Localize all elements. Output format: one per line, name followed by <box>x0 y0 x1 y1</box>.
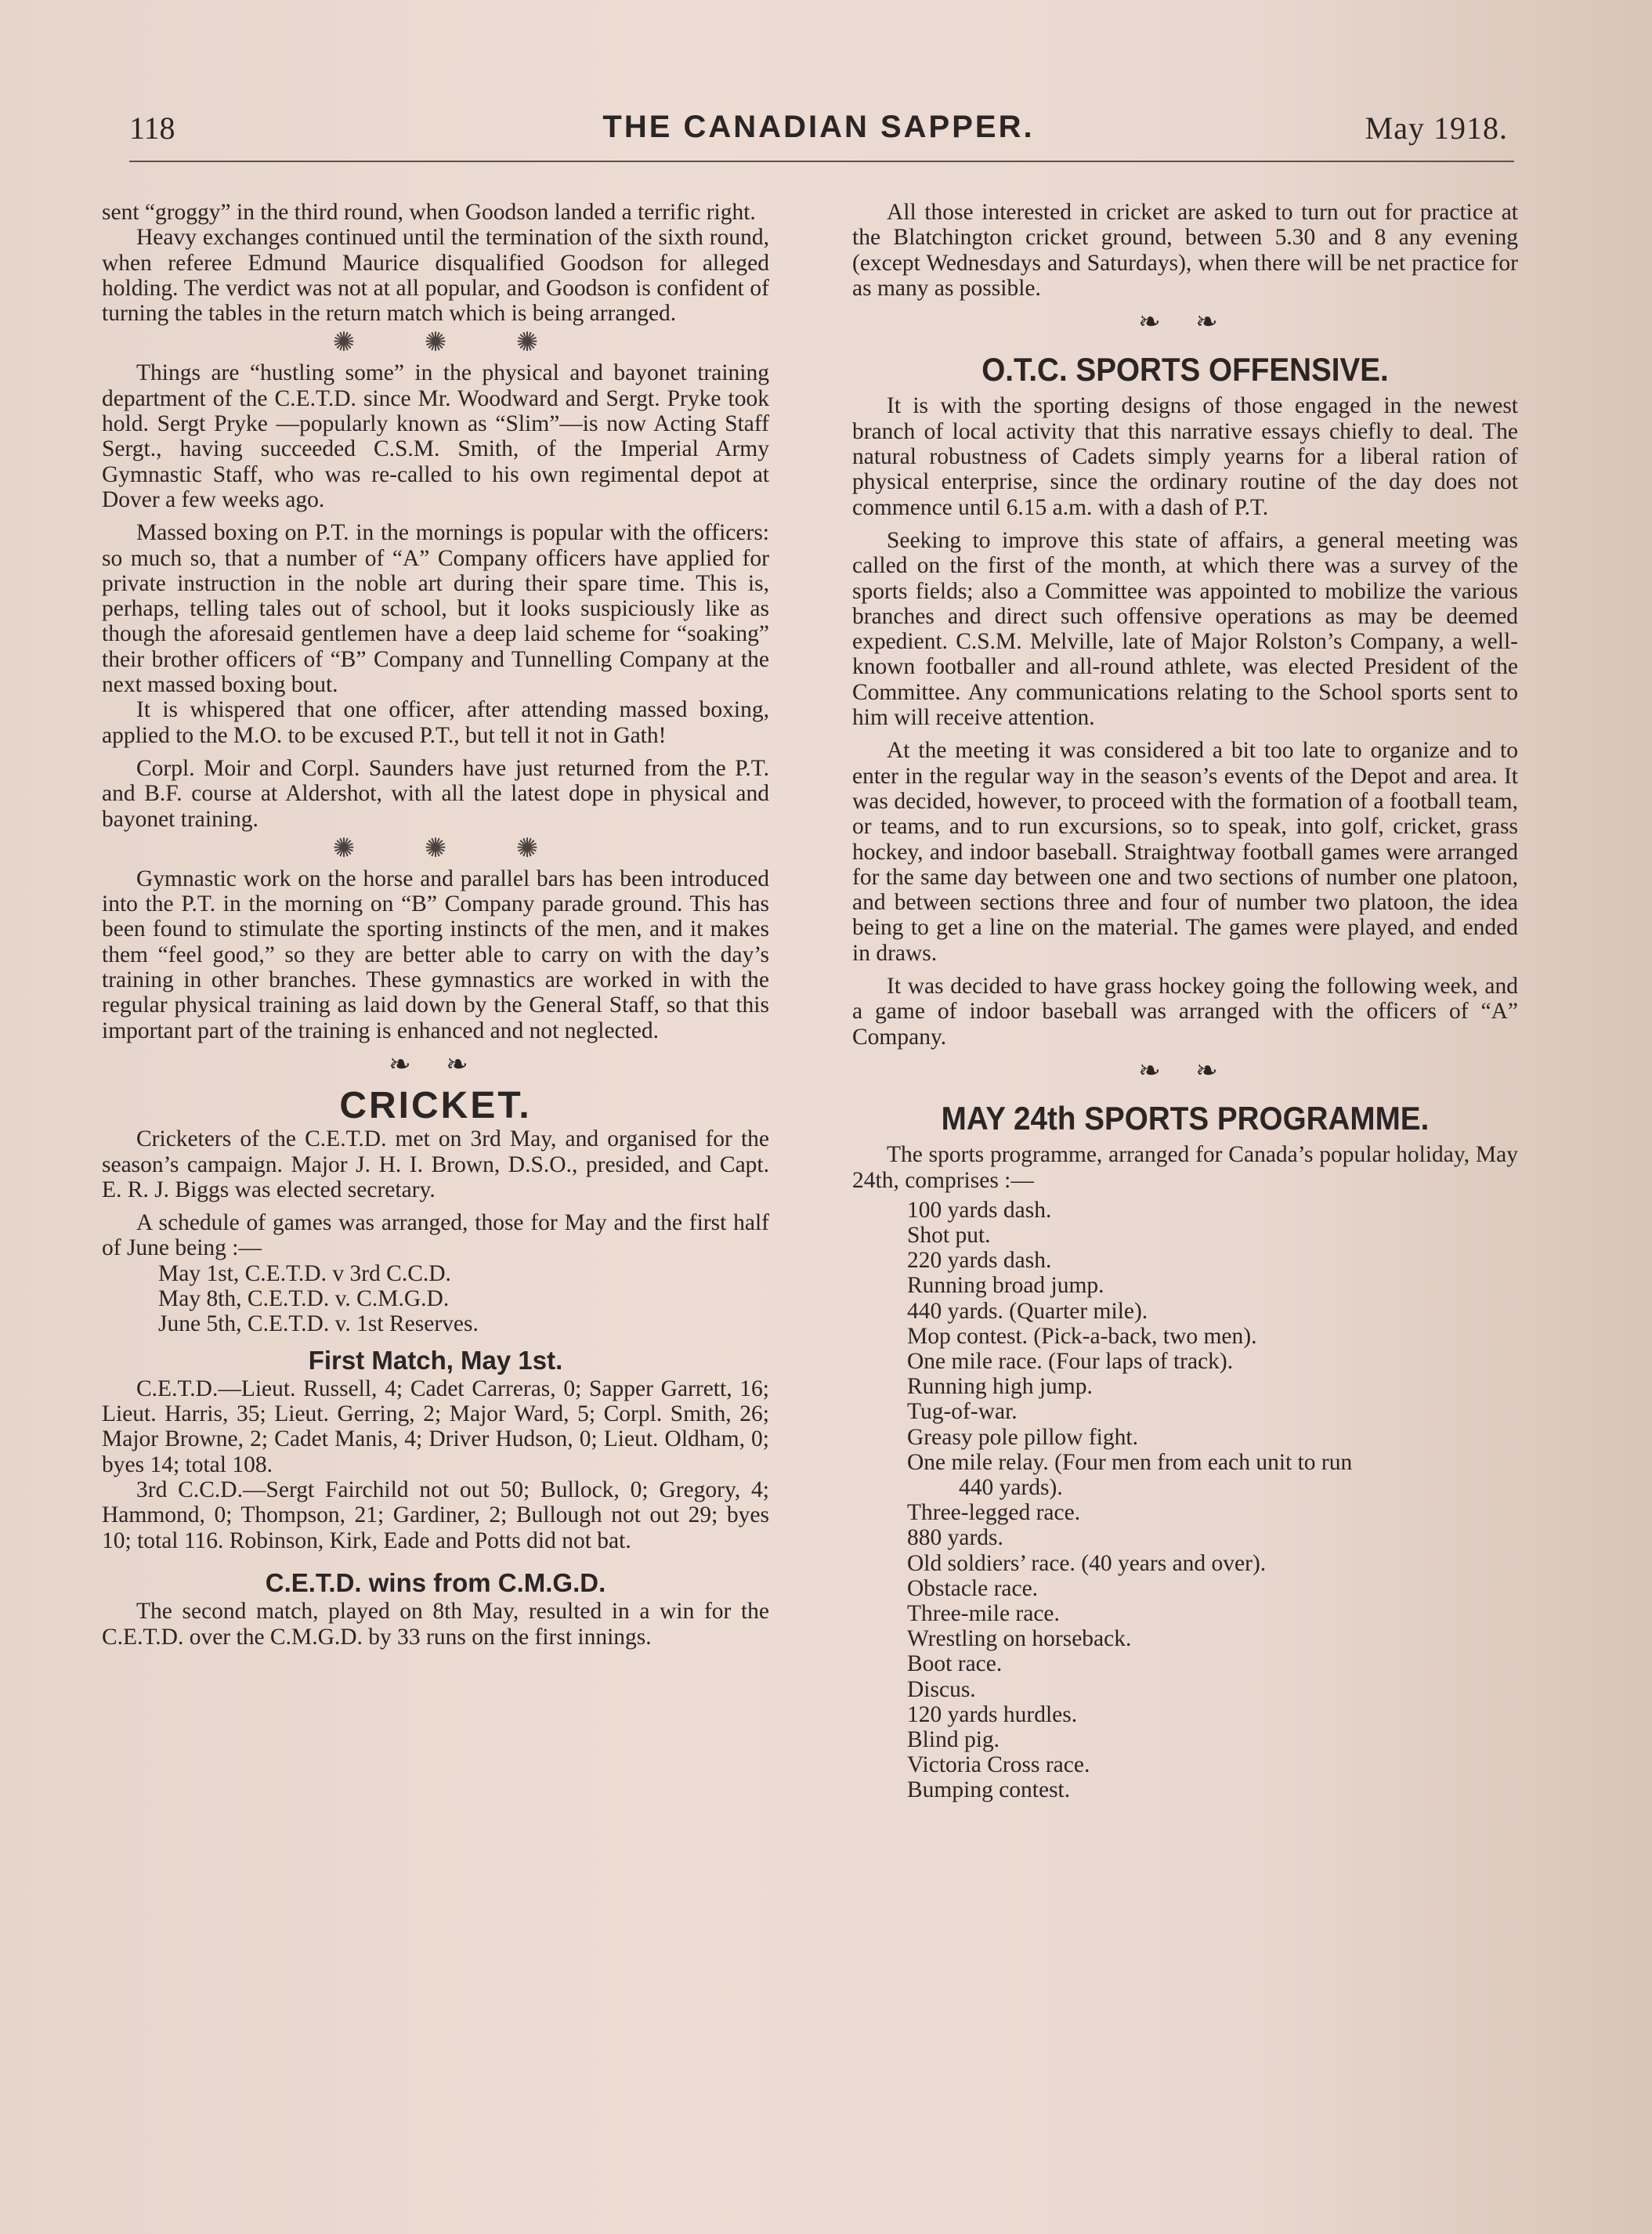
paragraph-corpl-moir: Corpl. Moir and Corpl. Saunders have just returned from the P.T. and B.F. course at Aldershot, with all the latest dope in physical and bayonet training. <box>102 755 769 832</box>
page-number: 118 <box>129 110 175 146</box>
programme-item: 440 yards. (Quarter mile). <box>907 1298 1148 1324</box>
fixtures-list <box>102 1261 769 1337</box>
programme-item: Old soldiers’ race. (40 years and over). <box>907 1550 1267 1576</box>
programme-heading: MAY 24th SPORTS PROGRAMME. <box>941 1099 1430 1137</box>
programme-item: Running high jump. <box>907 1374 1093 1400</box>
header-rule <box>129 161 1514 162</box>
paragraph-cetd-scores: C.E.T.D.—Lieut. Russell, 4; Cadet Carreras, 0; Sapper Garrett, 16; Lieut. Harris, 35; Lieut. Gerring, 2; Major Ward, 5; Corpl. Smith, 26; Major Browne, 2; Cadet Manis, 4; Driver Hudson, 0; Lieut. Oldham, 0; byes 14; total 108. <box>102 1375 769 1477</box>
programme-item: Victoria Cross race. <box>907 1752 1090 1778</box>
issue-date: May 1918. <box>1365 110 1508 146</box>
programme-item: Running broad jump. <box>907 1273 1104 1299</box>
programme-item: Discus. <box>907 1676 976 1702</box>
programme-list <box>852 1198 1518 1803</box>
paragraph-schedule: A schedule of games was arranged, those for May and the first half of June being :— <box>102 1210 769 1261</box>
paragraph-massed-boxing: Massed boxing on P.T. in the mornings is popular with the officers: so much so, that a number of “A” Company officers have applied for private instruction in the noble art during their spare time. This is, perhaps, telling tales out of school, but it looks suspiciously like as though the aforesaid gentlemen have a deep laid scheme for “soaking” their brother officers of “B” Company and Tunnelling Company at the next massed boxing bout. <box>102 520 769 698</box>
programme-item: 220 yards dash. <box>907 1248 1052 1274</box>
paragraph-cricket-practice: All those interested in cricket are asked to turn out for practice at the Blatchington cricket ground, between 5.30 and 8 any evening (except Wednesdays and Saturdays), when there will be net practice for as many as possible. <box>852 200 1518 301</box>
paragraph-gymnastic-work: Gymnastic work on the horse and parallel bars has been introduced into the P.T. in the morning on “B” Company parade ground. This has been found to stimulate the sporting instincts of the men, and it makes them “feel good,” so they are better able to carry on with the day’s training in other branches. These gymnastics are worked in with the regular physical training as laid down by the General Staff, so that this important part of the training is enhanced and not neglected. <box>102 866 769 1043</box>
cricket-heading: CRICKET. <box>339 1084 532 1126</box>
star-divider: ✺ ✺ ✺ <box>332 833 570 863</box>
fixture-item: May 8th, C.E.T.D. v. C.M.G.D. <box>158 1285 450 1311</box>
leaf-ornament-divider: ❧ ❧ <box>1138 308 1232 338</box>
paragraph-sporting-designs: It is with the sporting designs of those engaged in the newest branch of local activity that this narrative essays chiefly to deal. The natural robustness of Cadets simply yearns for a liberal ration of physical enterprise, since the ordinary routine of the day does not commence until 6.15 a.m. with a dash of P.T. <box>852 393 1518 520</box>
programme-item: Greasy pole pillow fight. <box>907 1424 1138 1450</box>
star-divider: ✺ ✺ ✺ <box>332 328 570 358</box>
paragraph-second-match: The second match, played on 8th May, resulted in a win for the C.E.T.D. over the C.M.G.D. by 33 runs on the first innings. <box>102 1599 769 1650</box>
programme-item: Boot race. <box>907 1651 1003 1677</box>
paragraph-hustling: Things are “hustling some” in the physical and bayonet training department of the C.E.T.D. since Mr. Woodward and Sergt. Pryke took hold. Sergt Pryke —popularly known as “Slim”—is now Acting Staff Sergt., having succeeded C.S.M. Smith, of the Imperial Army Gymnastic Staff, who was re-called to his own regimental depot at Dover a few weeks ago. <box>102 360 769 512</box>
programme-item: One mile race. (Four laps of track). <box>907 1349 1234 1375</box>
magazine-title: THE CANADIAN SAPPER. <box>602 110 1035 144</box>
paragraph-grass-hockey: It was decided to have grass hockey going the following week, and a game of indoor baseball was arranged with the officers of “A” Company. <box>852 974 1518 1050</box>
programme-item: Wrestling on horseback. <box>907 1626 1132 1652</box>
paragraph-programme-intro: The sports programme, arranged for Canada’s popular holiday, May 24th, comprises :— <box>852 1142 1518 1193</box>
programme-item: Mop contest. (Pick-a-back, two men). <box>907 1323 1257 1349</box>
programme-item: Shot put. <box>907 1223 991 1248</box>
paragraph-too-late: At the meeting it was considered a bit too late to organize and to enter in the regular way in the season’s events of the Depot and area. It was decided, however, to proceed with the formation of a football team, or teams, and to run excursions, so to speak, into golf, cricket, grass hockey, and indoor baseball. Straightway football games were arranged for the same day between one and two sections of number one platoon, and between sections three and four of number two platoon, the idea being to get a line on the material. The games were played, and ended in draws. <box>852 738 1518 966</box>
leaf-ornament-divider: ❧ ❧ <box>389 1050 483 1079</box>
left-column <box>102 200 769 1650</box>
paragraph-whispered: It is whispered that one officer, after attending massed boxing, applied to the M.O. to be excused P.T., but tell it not in Gath! <box>102 697 769 748</box>
otc-sports-heading: O.T.C. SPORTS OFFENSIVE. <box>981 351 1389 389</box>
paragraph-cricketers: Cricketers of the C.E.T.D. met on 3rd May, and organised for the season’s campaign. Major J. H. I. Brown, D.S.O., presided, and Capt. E. R. J. Biggs was elected secretary. <box>102 1126 769 1202</box>
programme-item: Three-legged race. <box>907 1500 1081 1526</box>
paragraph-general-meeting: Seeking to improve this state of affairs, a general meeting was called on the first of the month, at which there was a survey of the sports fields; also a Committee was appointed to mobilize the various branches and direct such offensive operations as may be deemed expedient. C.S.M. Melville, late of Major Rolston’s Company, a well-known footballer and all-round athlete, was elected President of the Committee. Any communications relating to the School sports sent to him will receive attention. <box>852 527 1518 731</box>
programme-item: Obstacle race. <box>907 1575 1039 1601</box>
page-header <box>129 110 1508 157</box>
paragraph-3rd-ccd-scores: 3rd C.C.D.—Sergt Fairchild not out 50; Bullock, 0; Gregory, 4; Hammond, 0; Thompson, 21; Gardiner, 2; Bullough not out 29; byes 10; total 116. Robinson, Kirk, Eade and Potts did not bat. <box>102 1477 769 1553</box>
first-match-heading: First Match, May 1st. <box>308 1345 563 1375</box>
programme-item: 100 yards dash. <box>907 1197 1052 1223</box>
programme-item-text: One mile relay. (Four men from each unit to run <box>907 1449 1353 1475</box>
programme-item: Bumping contest. <box>907 1777 1071 1803</box>
fixture-item: June 5th, C.E.T.D. v. 1st Reserves. <box>158 1311 479 1337</box>
programme-item: 880 yards. <box>907 1525 1003 1551</box>
programme-item: Tug-of-war. <box>907 1399 1018 1425</box>
fixture-item: May 1st, C.E.T.D. v 3rd C.C.D. <box>158 1260 451 1286</box>
programme-item: Blind pig. <box>907 1727 1000 1753</box>
paragraph-groggy: sent “groggy” in the third round, when Goodson landed a terrific right. <box>102 200 756 225</box>
programme-item <box>907 1450 1518 1500</box>
paragraph-heavy-exchanges: Heavy exchanges continued until the termination of the sixth round, when referee Edmund Maurice disqualified Goodson for alleged holding. The verdict was not at all popular, and Goodson is confident of turning the tables in the return match which is being arranged. <box>102 225 769 327</box>
second-match-heading: C.E.T.D. wins from C.M.G.D. <box>265 1567 606 1597</box>
programme-item: 120 yards hurdles. <box>907 1701 1078 1727</box>
right-column <box>852 200 1518 1803</box>
programme-item: Three-mile race. <box>907 1601 1060 1627</box>
leaf-ornament-divider: ❧ ❧ <box>1138 1056 1232 1086</box>
programme-item-continuation: 440 yards). <box>959 1475 1063 1501</box>
